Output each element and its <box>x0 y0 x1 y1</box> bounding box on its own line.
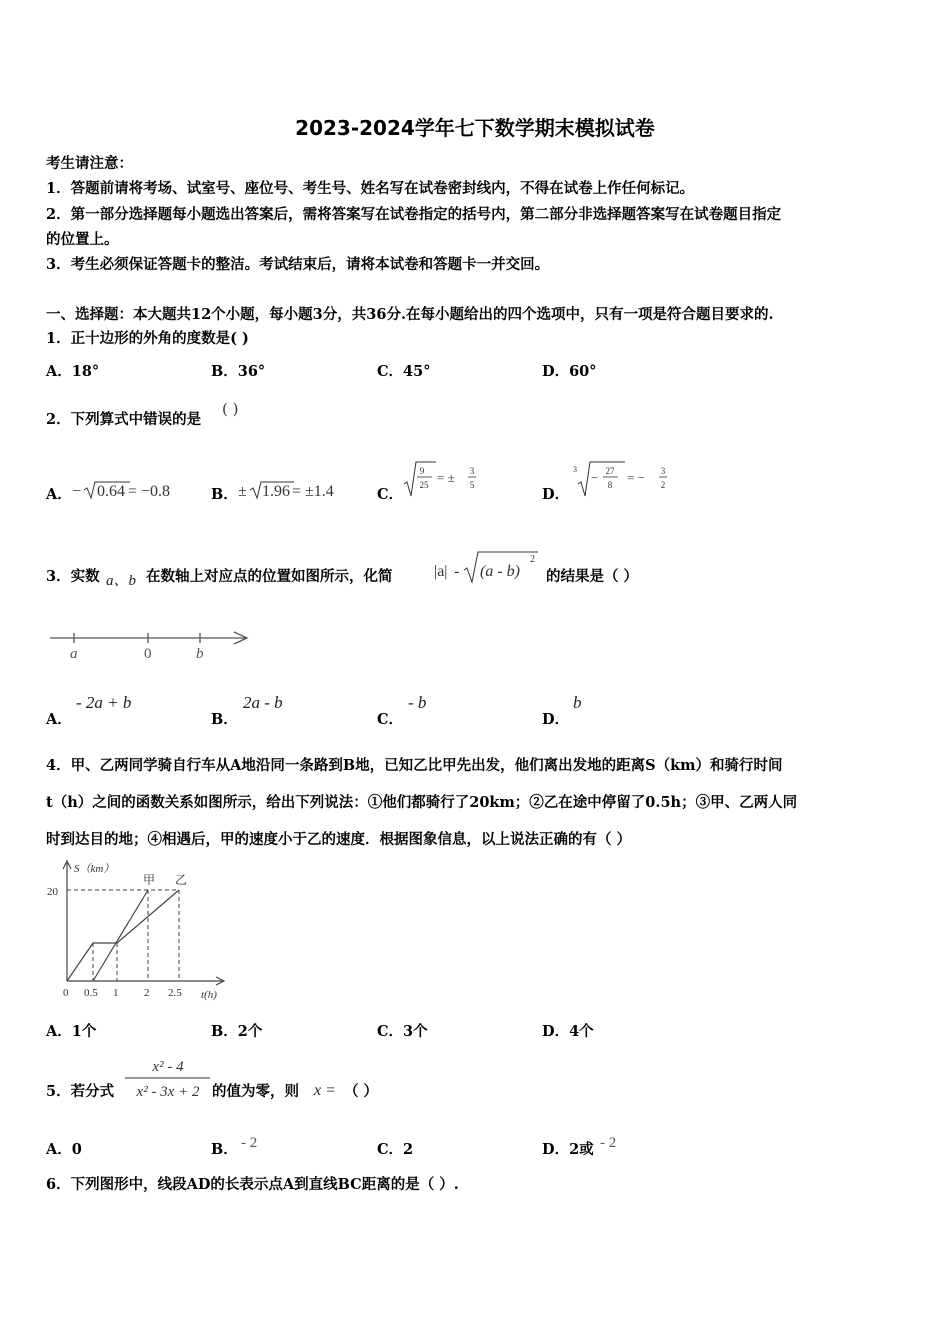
q4-option-a: A．1个 <box>46 1023 97 1040</box>
q4-graph <box>44 857 234 1007</box>
q2-d-den: 8 <box>607 480 613 490</box>
q2-label-b: B． <box>211 486 238 503</box>
q4-series-jia <box>93 890 148 981</box>
q3-stem-c: 的结果是（ ） <box>546 568 639 585</box>
q5-num: x² - 4 <box>152 1059 184 1075</box>
q2-a-rad: 0.64 <box>97 483 125 500</box>
q5-option-a: A．0 <box>46 1141 82 1158</box>
q3-label-a: A． <box>46 711 72 728</box>
q3-label-d: D． <box>542 711 570 728</box>
q3-expression <box>432 548 544 584</box>
q4-label-yi: 乙 <box>175 873 188 887</box>
q3-expr-rad: (a - b) <box>480 563 520 580</box>
q1-option-b: B．36° <box>211 363 266 380</box>
q3-option-c: - b <box>408 693 427 712</box>
q2-d-den2: 2 <box>660 480 666 490</box>
q5-label-d: D．2或 <box>542 1141 594 1158</box>
q5-den: x² - 3x + 2 <box>136 1084 200 1100</box>
q2-label-d: D． <box>542 486 570 503</box>
q3-option-b: 2a - b <box>243 693 283 712</box>
q6-stem: 6．下列图形中，线段AD的长表示点A到直线BC距离的是（ ）. <box>46 1176 459 1193</box>
q3-label-c: C． <box>377 711 404 728</box>
q2-expr-a <box>70 476 190 502</box>
q4-xtick-0: 0 <box>63 987 69 999</box>
notice-heading: 考生请注意： <box>46 155 133 172</box>
q2-c-num: 9 <box>419 466 425 476</box>
q4-xtick-05: 0.5 <box>84 987 98 999</box>
q3-stem-b: 在数轴上对应点的位置如图所示，化简 <box>146 568 393 585</box>
q2-label-c: C． <box>377 486 404 503</box>
q3-option-d: b <box>573 693 582 712</box>
q4-xtick-1: 1 <box>113 987 119 999</box>
q5-option-b: - 2 <box>241 1135 258 1151</box>
q2-d-rest: = − <box>627 470 645 485</box>
q5-fraction <box>122 1052 214 1102</box>
notice-item-2-cont: 的位置上。 <box>46 231 119 248</box>
q4-xtick-25: 2.5 <box>168 987 182 999</box>
q2-d-num2: 3 <box>660 466 666 476</box>
notice-item-3: 3．考生必须保证答题卡的整洁。考试结束后，请将本试卷和答题卡一并交回。 <box>46 256 550 273</box>
q5-label-b: B． <box>211 1141 238 1158</box>
q3-number-line <box>50 626 255 662</box>
q4-ytick-20: 20 <box>47 886 58 898</box>
q4-series-yi <box>67 890 179 981</box>
q5-option-c: C．2 <box>377 1141 414 1158</box>
q5-paren: （ ） <box>344 1083 379 1100</box>
q4-line-2: t（h）之间的函数关系如图所示，给出下列说法：①他们都骑行了20km；②乙在途中停留了0.5h；③甲、乙两人同 <box>46 794 798 811</box>
q2-paren: ( ) <box>222 400 239 418</box>
q3-expr-pow: 2 <box>530 554 535 565</box>
q5-stem-b: 的值为零，则 <box>212 1083 299 1100</box>
q4-xtick-2: 2 <box>144 987 150 999</box>
q5-stem-a: 5．若分式 <box>46 1083 115 1100</box>
q3-axis-a: a <box>70 646 78 662</box>
q4-option-c: C．3个 <box>377 1023 428 1040</box>
notice-item-2: 2．第一部分选择题每小题选出答案后，需将答案写在试卷指定的括号内，第二部分非选择题答案写在试卷题目指定 <box>46 206 782 223</box>
q5-var: x = <box>314 1082 336 1099</box>
q2-a-neg: − <box>72 483 82 500</box>
q2-stem: 2．下列算式中错误的是 <box>46 411 202 428</box>
q4-line-3: 时到达目的地；④相遇后，甲的速度小于乙的速度．根据图象信息，以上说法正确的有（ ） <box>46 831 632 848</box>
q1-stem: 1．正十边形的外角的度数是( ) <box>46 330 249 347</box>
notice-item-1: 1．答题前请将考场、试室号、座位号、考生号、姓名写在试卷密封线内，不得在试卷上作任何标记。 <box>46 180 695 197</box>
q3-vars: a、b <box>106 573 137 589</box>
q2-b-rest: = ±1.4 <box>292 483 334 500</box>
q3-option-a: - 2a + b <box>76 693 132 712</box>
q3-stem-a: 3．实数 <box>46 568 100 585</box>
q4-label-jia: 甲 <box>143 873 156 887</box>
q2-c-den: 25 <box>419 480 429 490</box>
q2-c-num2: 3 <box>469 466 475 476</box>
q3-axis-0: 0 <box>144 646 152 662</box>
q2-b-pm: ± <box>238 483 247 500</box>
q1-option-c: C．45° <box>377 363 431 380</box>
q3-axis-b: b <box>196 646 204 662</box>
q4-line-1: 4．甲、乙两同学骑自行车从A地沿同一条路到B地，已知乙比甲先出发，他们离出发地的距离S（km）和骑行时间 <box>46 757 783 774</box>
q4-xlabel: t(h) <box>201 989 217 1001</box>
q2-label-a: A． <box>46 486 72 503</box>
q4-ylabel: S（km） <box>74 863 115 875</box>
q1-option-a: A．18° <box>46 363 100 380</box>
q2-expr-d <box>570 460 680 500</box>
q2-d-neg: − <box>591 470 599 485</box>
q2-c-rest: = ± <box>437 470 455 485</box>
q2-b-rad: 1.96 <box>262 483 290 500</box>
q4-option-b: B．2个 <box>211 1023 263 1040</box>
q3-expr-minus: - <box>454 563 460 580</box>
q3-expr-abs: |a| <box>434 563 448 580</box>
q2-expr-b <box>236 476 356 502</box>
q2-expr-c <box>402 460 492 500</box>
q2-c-den2: 5 <box>469 480 475 490</box>
q2-d-index: 3 <box>573 465 577 474</box>
page-title: 2023-2024学年七下数学期末模拟试卷 <box>295 116 655 140</box>
q5-option-d: - 2 <box>600 1135 617 1151</box>
q3-label-b: B． <box>211 711 238 728</box>
q4-option-d: D．4个 <box>542 1023 594 1040</box>
q1-option-d: D．60° <box>542 363 597 380</box>
q2-d-num: 27 <box>605 466 615 476</box>
section-heading: 一、选择题：本大题共12个小题，每小题3分，共36分.在每小题给出的四个选项中，只有一项是符合题目要求的. <box>46 306 774 323</box>
q2-a-rest: = −0.8 <box>128 483 171 500</box>
